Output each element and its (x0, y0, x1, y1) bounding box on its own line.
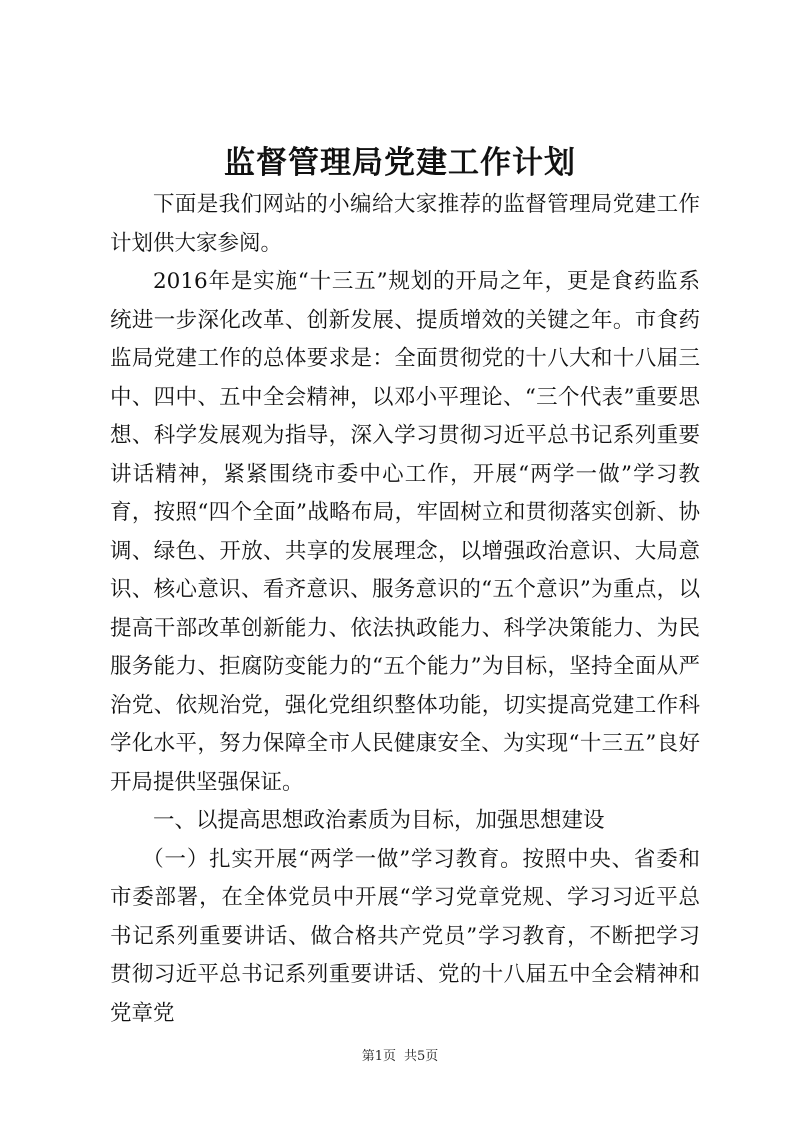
document-title: 监督管理局党建工作计划 (224, 145, 576, 181)
subsection-paragraph: （一）扎实开展“两学一做”学习教育。按照中央、省委和市委部署，在全体党员中开展“学习党章党规、学习习近平总书记系列重要讲话、做合格共产党员”学习教育，不断把学习贯彻习近平总书记系列重要讲话、党的十八届五中全会精神和党章党 (110, 846, 700, 1026)
page-total: 共5页 (404, 1049, 439, 1064)
page-number: 第1页 (361, 1049, 396, 1064)
document-body (110, 186, 700, 1033)
page-footer (0, 1048, 800, 1066)
overview-paragraph: 2016年是实施“十三五”规划的开局之年，更是食药监系统进一步深化改革、创新发展、提质增效的关键之年。市食药监局党建工作的总体要求是：全面贯彻党的十八大和十八届三中、四中、五中全会精神，以邓小平理论、“三个代表”重要思想、科学发展观为指导，深入学习贯彻习近平总书记系列重要讲话精神，紧紧围绕市委中心工作，开展“两学一做”学习教育，按照“四个全面”战略布局，牢固树立和贯彻落实创新、协调、绿色、开放、共享的发展理念，以增强政治意识、大局意识、核心意识、看齐意识、服务意识的“五个意识”为重点，以提高干部改革创新能力、依法执政能力、科学决策能力、为民服务能力、拒腐防变能力的“五个能力”为目标，坚持全面从严治党、依规治党，强化党组织整体功能，切实提高党建工作科学化水平，努力保障全市人民健康安全、为实现“十三五”良好开局提供坚强保证。 (110, 269, 700, 795)
intro-paragraph: 下面是我们网站的小编给大家推荐的监督管理局党建工作计划供大家参阅。 (110, 192, 700, 256)
section-heading: 一、以提高思想政治素质为目标，加强思想建设 (153, 808, 605, 833)
